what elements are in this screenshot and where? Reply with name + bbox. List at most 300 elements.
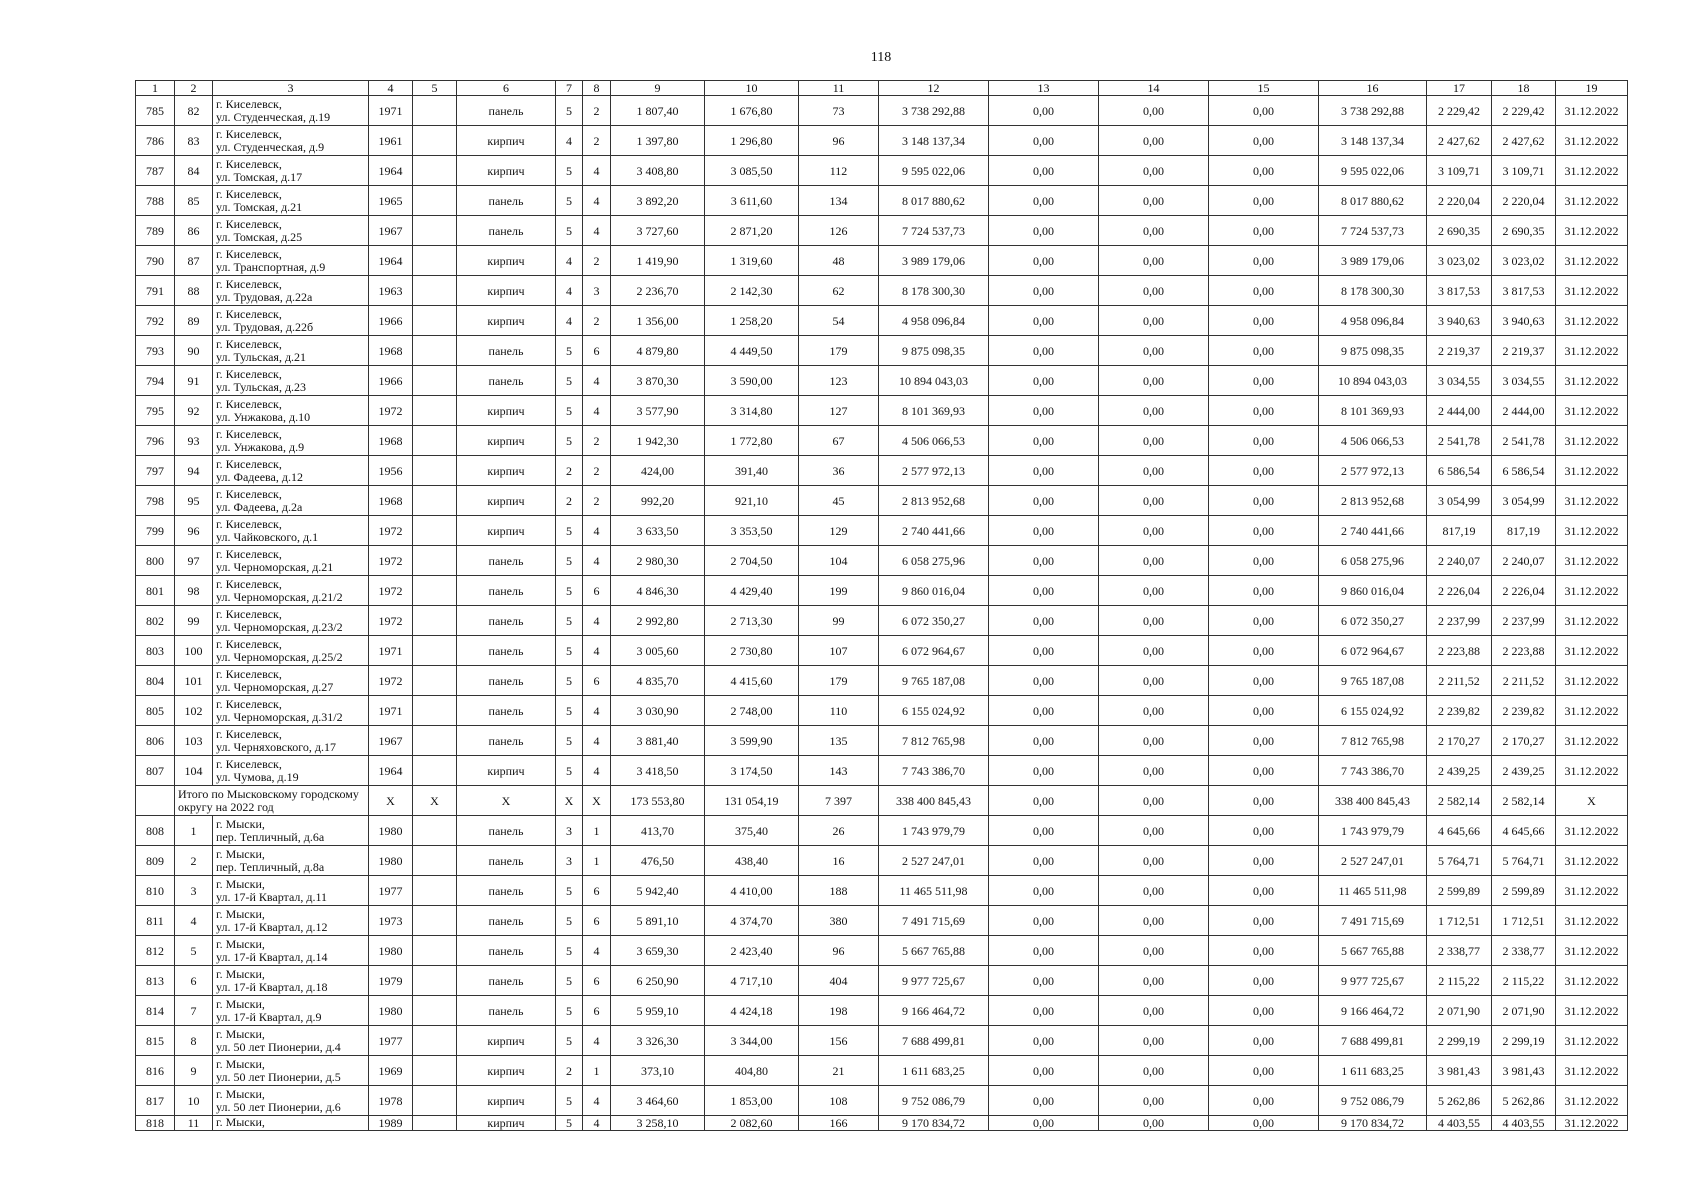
- table-cell: 3 981,43: [1427, 1056, 1492, 1086]
- table-cell: 9 860 016,04: [1319, 576, 1427, 606]
- table-cell: 2 541,78: [1492, 426, 1556, 456]
- table-cell: 0,00: [989, 546, 1099, 576]
- address-cell: [213, 396, 369, 426]
- table-cell: 0,00: [1099, 486, 1209, 516]
- table-cell: 31.12.2022: [1556, 1086, 1628, 1116]
- table-cell: 73: [799, 96, 879, 126]
- column-header-cell: 2: [175, 81, 213, 96]
- table-cell: 5: [556, 936, 583, 966]
- register-table-body: [136, 81, 1628, 1131]
- table-cell: 5: [556, 576, 583, 606]
- table-cell: 108: [799, 1086, 879, 1116]
- table-cell: 3 940,63: [1427, 306, 1492, 336]
- table-cell: 818: [136, 1116, 175, 1131]
- table-cell: 5 262,86: [1492, 1086, 1556, 1116]
- address-line: г. Киселевск,: [216, 246, 282, 261]
- table-cell: 817,19: [1492, 516, 1556, 546]
- table-cell: 4 846,30: [611, 576, 705, 606]
- table-cell: 0,00: [1099, 1086, 1209, 1116]
- table-cell: 0,00: [1099, 216, 1209, 246]
- table-cell: 0,00: [1209, 696, 1319, 726]
- table-cell: 1 611 683,25: [1319, 1056, 1427, 1086]
- table-cell: 5: [556, 336, 583, 366]
- address-line: г. Киселевск,: [216, 726, 282, 741]
- table-cell: 6 058 275,96: [879, 546, 989, 576]
- table-cell: [413, 426, 457, 456]
- table-cell: 179: [799, 666, 879, 696]
- table-row: [136, 816, 1628, 846]
- table-cell: 2 170,27: [1492, 726, 1556, 756]
- address-cell: [213, 816, 369, 846]
- table-cell: 1972: [369, 516, 413, 546]
- address-cell: [213, 186, 369, 216]
- table-cell: 992,20: [611, 486, 705, 516]
- table-cell: 476,50: [611, 846, 705, 876]
- table-cell: панель: [457, 906, 556, 936]
- table-cell: 787: [136, 156, 175, 186]
- table-cell: 0,00: [1099, 846, 1209, 876]
- table-cell: 3 034,55: [1492, 366, 1556, 396]
- table-cell: 99: [799, 606, 879, 636]
- table-cell: 88: [175, 276, 213, 306]
- table-cell: [413, 276, 457, 306]
- address-line: г. Киселевск,: [216, 396, 282, 411]
- table-cell: 5: [556, 876, 583, 906]
- table-cell: 3 418,50: [611, 756, 705, 786]
- table-cell: кирпич: [457, 516, 556, 546]
- table-cell: 4: [583, 546, 611, 576]
- table-cell: 9 170 834,72: [879, 1116, 989, 1131]
- table-cell: 0,00: [989, 786, 1099, 816]
- address-cell: [213, 936, 369, 966]
- table-cell: 0,00: [989, 486, 1099, 516]
- table-cell: 4 403,55: [1427, 1116, 1492, 1131]
- table-cell: 1 258,20: [705, 306, 799, 336]
- table-cell: 4: [583, 696, 611, 726]
- table-cell: 104: [175, 756, 213, 786]
- table-cell: 0,00: [1209, 816, 1319, 846]
- table-cell: 3 314,80: [705, 396, 799, 426]
- table-row: [136, 1086, 1628, 1116]
- table-cell: 0,00: [989, 246, 1099, 276]
- table-cell: 0,00: [1099, 906, 1209, 936]
- table-row: [136, 156, 1628, 186]
- table-cell: панель: [457, 216, 556, 246]
- address-cell: [213, 606, 369, 636]
- table-cell: 2 813 952,68: [1319, 486, 1427, 516]
- address-cell: [213, 276, 369, 306]
- table-cell: 3 870,30: [611, 366, 705, 396]
- table-cell: 815: [136, 1026, 175, 1056]
- table-row: [136, 876, 1628, 906]
- table-cell: 4: [583, 726, 611, 756]
- table-cell: 110: [799, 696, 879, 726]
- table-cell: 2 223,88: [1427, 636, 1492, 666]
- address-line: г. Киселевск,: [216, 456, 282, 471]
- table-cell: панель: [457, 366, 556, 396]
- table-cell: 0,00: [1099, 636, 1209, 666]
- table-cell: [413, 306, 457, 336]
- table-cell: 2 527 247,01: [879, 846, 989, 876]
- table-cell: 4: [583, 936, 611, 966]
- table-cell: 99: [175, 606, 213, 636]
- table-cell: 1968: [369, 486, 413, 516]
- table-cell: 131 054,19: [705, 786, 799, 816]
- table-cell: 785: [136, 96, 175, 126]
- table-cell: 82: [175, 96, 213, 126]
- address-cell: [213, 486, 369, 516]
- table-cell: 7 724 537,73: [879, 216, 989, 246]
- table-cell: 126: [799, 216, 879, 246]
- table-cell: 3 054,99: [1427, 486, 1492, 516]
- address-line: ул. 17-й Квартал, д.9: [216, 1009, 322, 1024]
- table-cell: [413, 456, 457, 486]
- address-line: г. Киселевск,: [216, 306, 282, 321]
- table-cell: 5: [556, 666, 583, 696]
- table-cell: 1 611 683,25: [879, 1056, 989, 1086]
- address-line: ул. Студенческая, д.19: [216, 109, 331, 124]
- table-cell: 4 835,70: [611, 666, 705, 696]
- address-line: ул. 50 лет Пионерии, д.6: [216, 1099, 341, 1114]
- table-cell: 1: [583, 846, 611, 876]
- table-cell: 3 326,30: [611, 1026, 705, 1056]
- table-cell: 10: [175, 1086, 213, 1116]
- table-cell: 3 611,60: [705, 186, 799, 216]
- table-cell: 0,00: [1209, 396, 1319, 426]
- table-cell: 4: [583, 1086, 611, 1116]
- table-cell: 808: [136, 816, 175, 846]
- address-line: ул. Чайковского, д.1: [216, 529, 319, 544]
- table-row: [136, 336, 1628, 366]
- table-cell: 2 239,82: [1427, 696, 1492, 726]
- table-cell: 5: [556, 426, 583, 456]
- table-cell: 91: [175, 366, 213, 396]
- table-cell: 1 296,80: [705, 126, 799, 156]
- table-cell: 404: [799, 966, 879, 996]
- table-cell: 0,00: [1209, 516, 1319, 546]
- table-cell: 3 981,43: [1492, 1056, 1556, 1086]
- table-cell: 0,00: [1099, 966, 1209, 996]
- table-cell: 3 989 179,06: [1319, 246, 1427, 276]
- table-cell: X: [457, 786, 556, 816]
- address-line: г. Мыски,: [216, 1056, 265, 1071]
- table-cell: 1979: [369, 966, 413, 996]
- column-header-cell: 9: [611, 81, 705, 96]
- table-row: [136, 726, 1628, 756]
- table-cell: 0,00: [989, 816, 1099, 846]
- address-line: ул. Трудовая, д.22а: [216, 289, 313, 304]
- table-cell: [413, 1056, 457, 1086]
- table-cell: [413, 756, 457, 786]
- table-cell: 9 595 022,06: [1319, 156, 1427, 186]
- table-cell: 3 633,50: [611, 516, 705, 546]
- table-cell: 1 319,60: [705, 246, 799, 276]
- column-number-header: [136, 81, 1628, 96]
- table-cell: 31.12.2022: [1556, 546, 1628, 576]
- table-cell: 1 712,51: [1492, 906, 1556, 936]
- address-line: г. Киселевск,: [216, 756, 282, 771]
- address-line: г. Киселевск,: [216, 216, 282, 231]
- table-cell: 2 439,25: [1427, 756, 1492, 786]
- table-cell: 4: [583, 156, 611, 186]
- table-cell: [413, 576, 457, 606]
- table-cell: 1973: [369, 906, 413, 936]
- table-cell: 2 740 441,66: [879, 516, 989, 546]
- table-cell: 2 220,04: [1492, 186, 1556, 216]
- address-line: ул. Томская, д.25: [216, 229, 303, 244]
- table-cell: 0,00: [989, 516, 1099, 546]
- table-cell: 3 408,80: [611, 156, 705, 186]
- table-cell: 0,00: [1209, 606, 1319, 636]
- table-cell: 101: [175, 666, 213, 696]
- table-cell: 0,00: [1099, 366, 1209, 396]
- table-cell: [413, 606, 457, 636]
- address-line: г. Мыски,: [216, 1086, 265, 1101]
- table-cell: кирпич: [457, 1116, 556, 1131]
- table-cell: 84: [175, 156, 213, 186]
- table-cell: 8 101 369,93: [879, 396, 989, 426]
- table-cell: 8 178 300,30: [1319, 276, 1427, 306]
- address-cell: [213, 216, 369, 246]
- table-cell: 48: [799, 246, 879, 276]
- table-cell: 3 148 137,34: [879, 126, 989, 156]
- table-cell: 0,00: [1099, 156, 1209, 186]
- table-cell: 1: [583, 1056, 611, 1086]
- table-cell: 0,00: [1209, 876, 1319, 906]
- table-cell: 45: [799, 486, 879, 516]
- address-line: ул. Унжакова, д.10: [216, 409, 311, 424]
- address-line: г. Мыски,: [216, 876, 265, 891]
- table-cell: 1 676,80: [705, 96, 799, 126]
- table-cell: панель: [457, 846, 556, 876]
- table-cell: 1972: [369, 396, 413, 426]
- table-cell: 31.12.2022: [1556, 426, 1628, 456]
- address-line: ул. Черноморская, д.25/2: [216, 649, 343, 664]
- table-cell: 2 690,35: [1427, 216, 1492, 246]
- table-cell: 2: [583, 426, 611, 456]
- table-cell: 794: [136, 366, 175, 396]
- table-cell: кирпич: [457, 246, 556, 276]
- table-row: [136, 936, 1628, 966]
- table-cell: 3 023,02: [1427, 246, 1492, 276]
- table-cell: 1963: [369, 276, 413, 306]
- address-line: пер. Тепличный, д.8а: [216, 859, 325, 874]
- table-cell: [413, 396, 457, 426]
- table-cell: [413, 336, 457, 366]
- table-cell: 4: [583, 1026, 611, 1056]
- table-cell: 199: [799, 576, 879, 606]
- register-table: [135, 80, 1628, 1131]
- address-cell: [213, 966, 369, 996]
- address-cell: [213, 666, 369, 696]
- table-cell: 107: [799, 636, 879, 666]
- table-cell: 9 166 464,72: [1319, 996, 1427, 1026]
- table-cell: 31.12.2022: [1556, 666, 1628, 696]
- table-cell: 2: [556, 1056, 583, 1086]
- address-line: г. Киселевск,: [216, 126, 282, 141]
- column-header-cell: 18: [1492, 81, 1556, 96]
- address-cell: [213, 96, 369, 126]
- table-cell: [413, 126, 457, 156]
- table-cell: 373,10: [611, 1056, 705, 1086]
- column-header-cell: 5: [413, 81, 457, 96]
- table-cell: 812: [136, 936, 175, 966]
- table-cell: [136, 786, 175, 816]
- table-cell: 4: [175, 906, 213, 936]
- table-row: [136, 96, 1628, 126]
- table-cell: 31.12.2022: [1556, 336, 1628, 366]
- table-cell: 1968: [369, 336, 413, 366]
- table-cell: [413, 906, 457, 936]
- table-cell: 6 072 350,27: [879, 606, 989, 636]
- address-cell: [213, 696, 369, 726]
- table-cell: 1: [583, 816, 611, 846]
- table-cell: кирпич: [457, 1026, 556, 1056]
- table-cell: 438,40: [705, 846, 799, 876]
- table-cell: 1 942,30: [611, 426, 705, 456]
- table-cell: 6: [583, 906, 611, 936]
- table-row: [136, 276, 1628, 306]
- table-cell: 0,00: [1209, 156, 1319, 186]
- table-cell: 2 713,30: [705, 606, 799, 636]
- address-line: г. Мыски,: [216, 966, 265, 981]
- address-line: ул. Трудовая, д.22б: [216, 319, 314, 334]
- table-cell: 0,00: [1209, 336, 1319, 366]
- address-line: г. Киселевск,: [216, 486, 282, 501]
- table-cell: 2 237,99: [1492, 606, 1556, 636]
- table-row: [136, 696, 1628, 726]
- table-cell: 0,00: [1209, 1026, 1319, 1056]
- table-cell: 95: [175, 486, 213, 516]
- column-header-cell: 16: [1319, 81, 1427, 96]
- table-cell: 3 030,90: [611, 696, 705, 726]
- table-cell: 31.12.2022: [1556, 936, 1628, 966]
- table-cell: 3: [175, 876, 213, 906]
- table-cell: 391,40: [705, 456, 799, 486]
- table-cell: [413, 876, 457, 906]
- table-cell: 0,00: [1099, 456, 1209, 486]
- table-cell: 0,00: [989, 336, 1099, 366]
- table-row: [136, 756, 1628, 786]
- table-cell: панель: [457, 876, 556, 906]
- table-cell: 1967: [369, 216, 413, 246]
- address-line: ул. 17-й Квартал, д.14: [216, 949, 328, 964]
- table-cell: 0,00: [989, 1086, 1099, 1116]
- table-cell: кирпич: [457, 426, 556, 456]
- address-line: ул. Томская, д.21: [216, 199, 303, 214]
- table-cell: 112: [799, 156, 879, 186]
- address-line: г. Киселевск,: [216, 366, 282, 381]
- table-cell: кирпич: [457, 456, 556, 486]
- table-cell: 790: [136, 246, 175, 276]
- table-cell: 96: [799, 126, 879, 156]
- table-cell: [413, 1116, 457, 1131]
- address-cell: [213, 1026, 369, 1056]
- table-cell: 7 491 715,69: [879, 906, 989, 936]
- table-cell: 3 940,63: [1492, 306, 1556, 336]
- table-cell: 26: [799, 816, 879, 846]
- table-cell: 3 599,90: [705, 726, 799, 756]
- table-cell: 6 072 964,67: [1319, 636, 1427, 666]
- table-cell: 2 071,90: [1492, 996, 1556, 1026]
- table-cell: 798: [136, 486, 175, 516]
- address-line: г. Мыски,: [216, 816, 265, 831]
- table-cell: 4: [583, 606, 611, 636]
- table-cell: X: [413, 786, 457, 816]
- table-cell: 803: [136, 636, 175, 666]
- table-cell: 7 812 765,98: [879, 726, 989, 756]
- table-cell: 3 109,71: [1492, 156, 1556, 186]
- table-cell: 5: [556, 96, 583, 126]
- table-cell: 5: [556, 606, 583, 636]
- table-cell: 36: [799, 456, 879, 486]
- table-cell: 102: [175, 696, 213, 726]
- table-cell: 338 400 845,43: [879, 786, 989, 816]
- table-cell: панель: [457, 96, 556, 126]
- table-cell: 7 688 499,81: [879, 1026, 989, 1056]
- table-cell: 6 072 350,27: [1319, 606, 1427, 636]
- table-cell: 413,70: [611, 816, 705, 846]
- table-cell: панель: [457, 636, 556, 666]
- table-row: [136, 576, 1628, 606]
- table-cell: 1964: [369, 756, 413, 786]
- table-cell: 4: [556, 246, 583, 276]
- table-cell: 2: [583, 306, 611, 336]
- table-cell: 104: [799, 546, 879, 576]
- table-cell: 2 223,88: [1492, 636, 1556, 666]
- address-line: ул. 17-й Квартал, д.11: [216, 889, 328, 904]
- table-cell: 0,00: [1209, 96, 1319, 126]
- table-row: [136, 1026, 1628, 1056]
- table-cell: 1980: [369, 846, 413, 876]
- table-cell: кирпич: [457, 486, 556, 516]
- table-cell: 5: [556, 906, 583, 936]
- table-cell: 2 220,04: [1427, 186, 1492, 216]
- table-cell: 31.12.2022: [1556, 156, 1628, 186]
- address-line: г. Киселевск,: [216, 516, 282, 531]
- table-cell: 4: [556, 126, 583, 156]
- table-cell: 6 586,54: [1427, 456, 1492, 486]
- table-cell: 3 344,00: [705, 1026, 799, 1056]
- table-cell: 817: [136, 1086, 175, 1116]
- total-row: [136, 786, 1628, 816]
- table-cell: 3 054,99: [1492, 486, 1556, 516]
- table-cell: 93: [175, 426, 213, 456]
- table-row: [136, 546, 1628, 576]
- table-cell: 0,00: [989, 1056, 1099, 1086]
- table-cell: панель: [457, 696, 556, 726]
- table-cell: 788: [136, 186, 175, 216]
- table-cell: 4: [583, 216, 611, 246]
- table-cell: 5: [556, 366, 583, 396]
- table-cell: 9 752 086,79: [1319, 1086, 1427, 1116]
- table-cell: 3 353,50: [705, 516, 799, 546]
- table-cell: [413, 546, 457, 576]
- address-cell: [213, 426, 369, 456]
- table-cell: 0,00: [989, 906, 1099, 936]
- table-cell: 2 577 972,13: [1319, 456, 1427, 486]
- table-cell: 3 659,30: [611, 936, 705, 966]
- table-cell: 0,00: [1099, 426, 1209, 456]
- table-cell: 0,00: [989, 456, 1099, 486]
- address-line: ул. Черноморская, д.21/2: [216, 589, 343, 604]
- table-cell: 1 397,80: [611, 126, 705, 156]
- table-cell: 3 464,60: [611, 1086, 705, 1116]
- table-cell: 9 170 834,72: [1319, 1116, 1427, 1131]
- table-cell: 1966: [369, 366, 413, 396]
- table-cell: 4 415,60: [705, 666, 799, 696]
- table-cell: 1978: [369, 1086, 413, 1116]
